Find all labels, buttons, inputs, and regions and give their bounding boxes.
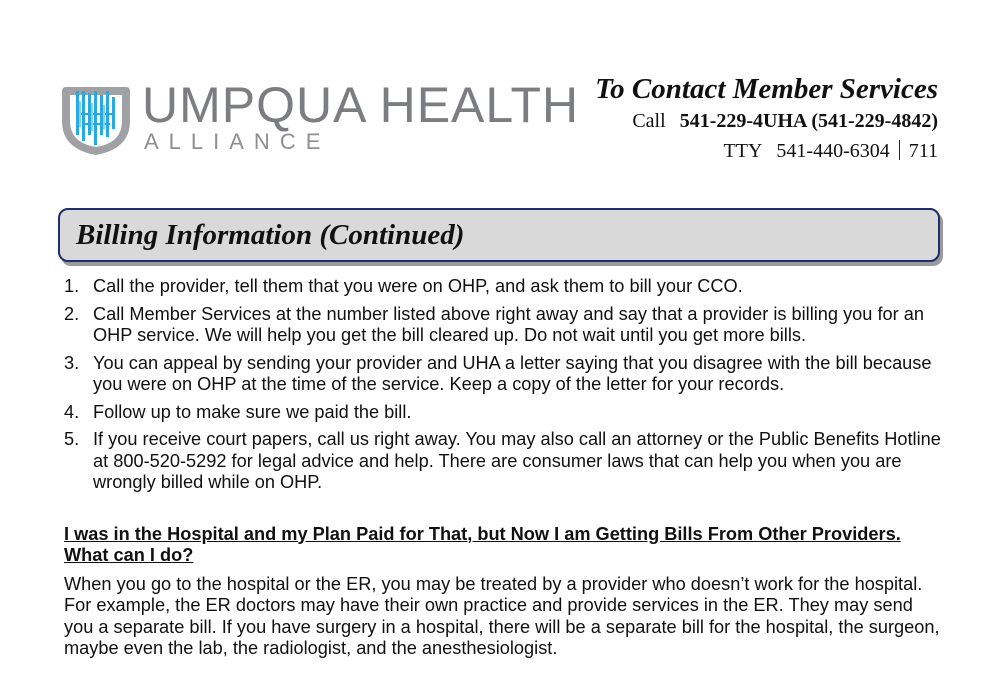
section-title: Billing Information (Continued) (76, 219, 465, 251)
umpqua-health-logo (58, 76, 580, 166)
steps-list (64, 276, 944, 494)
list-text: Follow up to make sure we paid the bill. (93, 401, 412, 422)
list-item (64, 429, 944, 494)
list-item (64, 304, 944, 347)
list-text: Call the provider, tell them that you were on OHP, and ask them to bill your CCO. (93, 276, 743, 296)
list-text: You can appeal by sending your provider and UHA a letter saying that you disagree with the bill because you were on OHP at the time of the service. Keep a copy of the letter for your records. (93, 352, 932, 394)
tty-label: TTY (723, 140, 763, 162)
list-item (64, 276, 944, 298)
contact-call-line (595, 106, 938, 136)
separator-divider (899, 140, 900, 160)
list-number: 3. (64, 352, 80, 373)
list-item (64, 402, 944, 424)
list-text: If you receive court papers, call us right away. You may also call an attorney or the Public Benefits Hotline at 800-520-5292 for legal advice and help. There are consumer laws that can help you when you are wrongly billed while on OHP. (93, 429, 941, 492)
document-body (64, 276, 944, 660)
list-item (64, 353, 944, 396)
section-banner (58, 208, 940, 262)
list-text: Call Member Services at the number listed above right away and say that a provider is billing you for an OHP service. We will help you get the bill cleared up. Do not wait until you get more bills. (93, 303, 924, 345)
call-number[interactable]: 541-229-4UHA (541-229-4842) (679, 110, 938, 132)
call-label: Call (632, 110, 666, 132)
list-number: 5. (64, 429, 80, 449)
contact-member-services (595, 72, 938, 166)
logo-subname-text: ALLIANCE (144, 129, 331, 154)
list-number: 1. (64, 276, 80, 296)
tty-short-number[interactable]: 711 (908, 140, 938, 162)
contact-title: To Contact Member Services (595, 73, 938, 105)
list-number: 4. (64, 401, 80, 422)
tty-number[interactable]: 541-440-6304 (776, 140, 890, 162)
logo-name-text: UMPQUA HEALTH (142, 77, 580, 133)
hospital-bills-paragraph: When you go to the hospital or the ER, you may be treated by a provider who doesn’t work for the hospital. For example, the ER doctors may have their own practice and provide services in the ER. They may send you a separate bill. If you have surgery in a hospital, there will be a separate bill for the hospital, the surgeon, maybe even the lab, the radiologist, and the anesthesiologist. (64, 573, 940, 658)
hospital-bills-heading: I was in the Hospital and my Plan Paid for That, but Now I am Getting Bills From Other Providers. What can I do? (64, 523, 901, 565)
logo-mark-icon (58, 83, 134, 157)
contact-tty-line (595, 136, 938, 166)
list-number: 2. (64, 303, 80, 324)
